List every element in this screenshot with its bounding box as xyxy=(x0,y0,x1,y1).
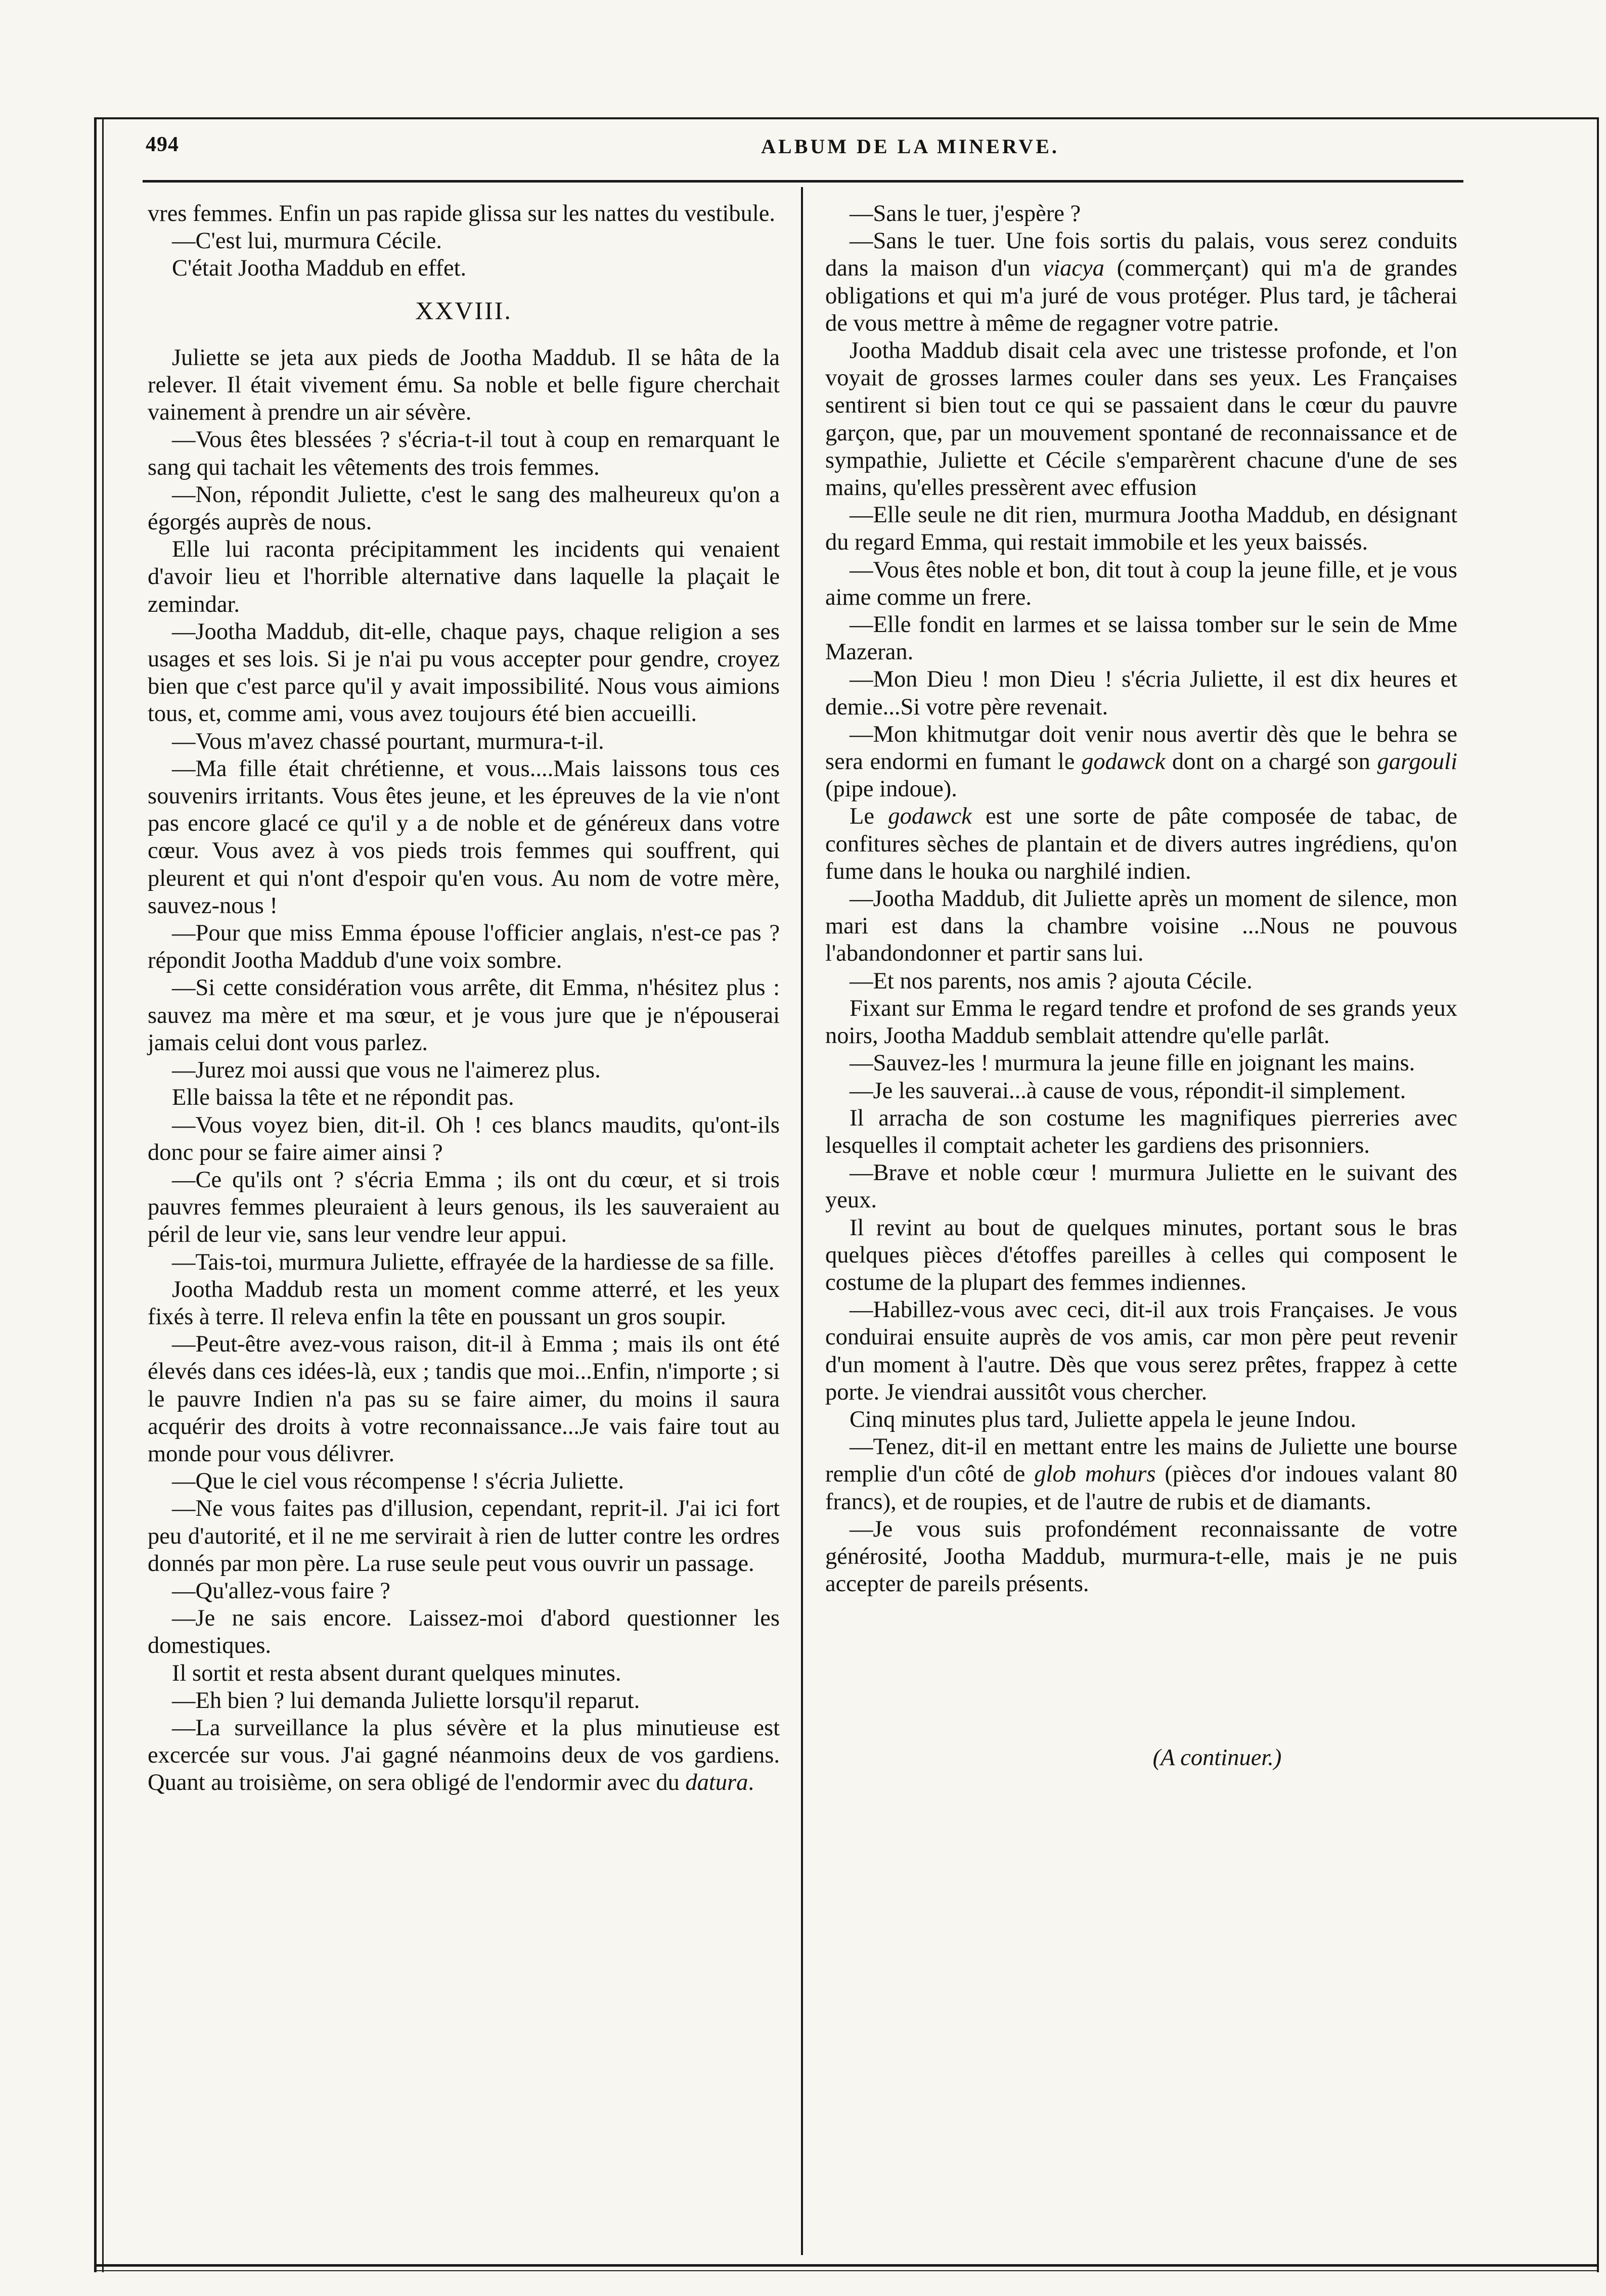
paragraph xyxy=(148,344,780,427)
column-divider xyxy=(801,187,803,2255)
paragraph xyxy=(825,1050,1457,1077)
paragraph xyxy=(825,995,1457,1050)
chapter-heading xyxy=(148,297,780,324)
text-run: —Je les sauverai...à cause de vous, répondit-il simplement. xyxy=(850,1077,1406,1104)
text-run: —Elle fondit en larmes et se laissa tomber sur le sein de Mme Mazeran. xyxy=(825,612,1457,665)
text-run: Il revint au bout de quelques minutes, portant sous le bras quelques pièces d'étoffes pareilles à celles qui composent le costume de la plupart des femmes indiennes. xyxy=(825,1214,1457,1295)
italic-text: datura xyxy=(685,1770,748,1796)
header-rule xyxy=(143,180,1463,183)
frame-right-rule xyxy=(1597,117,1599,2272)
text-run: —Jurez moi aussi que vous ne l'aimerez plus. xyxy=(172,1057,601,1084)
page-number: 494 xyxy=(146,133,179,156)
text-run: —Je ne sais encore. Laissez-moi d'abord questionner les domestiques. xyxy=(148,1605,780,1659)
text-run: —Habillez-vous avec ceci, dit-il aux trois Françaises. Je vous conduirai ensuite auprès de vos amis, car mon père peut revenir d'un moment à l'autre. Dès que vous serez prêtes, frappez à cette porte. Je viendrai aussitôt vous chercher. xyxy=(825,1297,1457,1405)
text-run: —Vous êtes blessées ? s'écria-t-il tout à coup en remarquant le sang qui tachait les vêtements des trois femmes. xyxy=(148,427,780,480)
paragraph xyxy=(825,200,1457,228)
running-title: ALBUM DE LA MINERVE. xyxy=(761,135,1059,158)
paragraph xyxy=(148,1249,780,1276)
text-run: —Jootha Maddub, dit Juliette après un moment de silence, mon mari est dans la chambre voisine ...Nous ne pouvous l'abandondonner et partir sans lui. xyxy=(825,886,1457,967)
paragraph xyxy=(148,200,780,228)
text-run: —Brave et noble cœur ! murmura Juliette en le suivant des yeux. xyxy=(825,1160,1457,1213)
text-run: —Peut-être avez-vous raison, dit-il à Emma ; mais ils ont été élevés dans ces idées-là, eux ; tandis que moi...Enfin, n'importe ; si le pauvre Indien n'a pas su se faire aimer, du moins il saura acquérir des droits à votre reconnaissance...Je vais faire tout au monde pour vous délivrer. xyxy=(148,1331,780,1467)
paragraph xyxy=(148,1687,780,1715)
paragraph xyxy=(825,337,1457,502)
paragraph xyxy=(148,1112,780,1166)
paragraph xyxy=(148,228,780,255)
paragraph xyxy=(825,1214,1457,1297)
text-run: C'était Jootha Maddub en effet. xyxy=(172,255,467,282)
italic-text: gargouli xyxy=(1377,749,1457,775)
text-run: —Pour que miss Emma épouse l'officier anglais, n'est-ce pas ? répondit Jootha Maddub d'une voix sombre. xyxy=(148,920,780,974)
paragraph xyxy=(148,481,780,536)
paragraph xyxy=(148,974,780,1057)
text-run: —Vous êtes noble et bon, dit tout à coup la jeune fille, et je vous aime comme un frere. xyxy=(825,557,1457,610)
paragraph xyxy=(148,255,780,282)
text-run: —Mon khitmutgar doit venir nous avertir dès que le behra se sera endormi en fumant le xyxy=(825,721,1457,775)
text-run: Elle lui raconta précipitamment les incidents qui venaient d'avoir lieu et l'horrible alternative dans laquelle la plaçait le zemindar. xyxy=(148,536,780,617)
paragraph xyxy=(825,885,1457,968)
paragraph xyxy=(825,803,1457,885)
italic-text: viacya xyxy=(1043,255,1104,282)
text-run: Elle baissa la tête et ne répondit pas. xyxy=(172,1085,514,1111)
text-run: —La surveillance la plus sévère et la plus minutieuse est excercée sur vous. J'ai gagné néanmoins deux de vos gardiens. Quant au troisième, on sera obligé de l'endormir avec du xyxy=(148,1715,780,1796)
italic-text: (A continuer.) xyxy=(1152,1745,1282,1771)
paragraph xyxy=(148,536,780,618)
paragraph xyxy=(148,1605,780,1659)
paragraph xyxy=(825,721,1457,803)
italic-text: godawck xyxy=(1082,749,1166,775)
paragraph xyxy=(148,1660,780,1687)
italic-text: godawck xyxy=(888,803,972,830)
italic-text: glob mohurs xyxy=(1034,1461,1156,1488)
text-run: Fixant sur Emma le regard tendre et profond de ses grands yeux noirs, Jootha Maddub semblait attendre qu'elle parlât. xyxy=(825,995,1457,1049)
text-run: vres femmes. Enfin un pas rapide glissa sur les nattes du vestibule. xyxy=(148,201,776,227)
paragraph xyxy=(825,502,1457,556)
paragraph xyxy=(148,1166,780,1249)
text-run: —Elle seule ne dit rien, murmura Jootha Maddub, en désignant du regard Emma, qui restait immobile et les yeux baissés. xyxy=(825,502,1457,556)
paragraph xyxy=(148,1084,780,1111)
paragraph xyxy=(825,611,1457,666)
text-run: dont on a chargé son xyxy=(1165,749,1377,775)
paragraph xyxy=(825,1406,1457,1433)
frame-left-inner-rule xyxy=(102,117,104,2272)
text-run: . xyxy=(748,1770,754,1796)
paragraph xyxy=(148,728,780,755)
text-run: Il sortit et resta absent durant quelques minutes. xyxy=(172,1660,621,1686)
paragraph xyxy=(148,1578,780,1605)
text-run: —Tais-toi, murmura Juliette, effrayée de la hardiesse de sa fille. xyxy=(172,1249,775,1275)
paragraph xyxy=(825,557,1457,611)
paragraph xyxy=(148,1276,780,1331)
frame-bottom-thin-rule xyxy=(94,2270,1599,2271)
text-run: —Ma fille était chrétienne, et vous....Mais laissons tous ces souvenirs irritants. Vous êtes jeune, et les épreuves de la vie n'ont pas encore glacé ce qu'il y a de noble et de généreux dans votre cœur. Vous avez à vos pieds trois femmes qui souffrent, qui pleurent et qui n'ont d'espoir qu'en vous. Au nom de votre mère, sauvez-nous ! xyxy=(148,755,780,919)
paragraph xyxy=(825,1296,1457,1406)
text-run: Le xyxy=(850,803,888,830)
text-run: —Et nos parents, nos amis ? ajouta Cécile. xyxy=(850,968,1253,994)
paragraph xyxy=(148,426,780,481)
text-run: —Ne vous faites pas d'illusion, cependant, reprit-il. J'ai ici fort peu d'autorité, et il ne me servirait à rien de lutter contre les ordres donnés par mon père. La ruse seule peut vous ouvrir un passage. xyxy=(148,1496,780,1577)
text-run: —Je vous suis profondément reconnaissante de votre générosité, Jootha Maddub, murmura-t-elle, mais je ne puis accepter de pareils présents. xyxy=(825,1516,1457,1597)
text-run: (pièces d'or indoues valant 80 francs), et de roupies, et de l'autre de rubis et de diamants. xyxy=(825,1461,1458,1515)
paragraph xyxy=(148,1331,780,1468)
text-run: est une sorte de pâte composée de tabac, de confitures sèches de plantain et de divers autres ingrédiens, qu'on fume dans le houka ou narghilé indien. xyxy=(825,803,1457,884)
paragraph xyxy=(148,1057,780,1084)
text-run: —Jootha Maddub, dit-elle, chaque pays, chaque religion a ses usages et ses lois. Si je n'ai pu vous accepter pour gendre, croyez bien que c'est parce qu'il y avait impossibilité. Nous vous aimions tous, et, comme ami, vous avez toujours été bien accueilli. xyxy=(148,618,780,727)
frame-bottom-rule xyxy=(94,2264,1599,2267)
paragraph xyxy=(148,1495,780,1578)
left-column xyxy=(148,200,780,1797)
text-run: —Vous m'avez chassé pourtant, murmura-t-il. xyxy=(172,728,604,754)
text-run: —Que le ciel vous récompense ! s'écria Juliette. xyxy=(172,1468,624,1495)
paragraph xyxy=(825,1077,1457,1105)
text-run: —C'est lui, murmura Cécile. xyxy=(172,228,442,254)
text-run: —Si cette considération vous arrête, dit Emma, n'hésitez plus : sauvez ma mère et ma sœur, et je vous jure que je n'épouserai jamais celui dont vous parlez. xyxy=(148,975,780,1056)
text-run: (pipe indoue). xyxy=(825,776,957,802)
paragraph xyxy=(148,1468,780,1495)
text-run: —Tenez, dit-il en mettant entre les mains de Juliette une bourse remplie d'un côté de xyxy=(825,1434,1457,1488)
right-column xyxy=(825,200,1457,1772)
paragraph xyxy=(825,1159,1457,1214)
text-run: Jootha Maddub disait cela avec une tristesse profonde, et l'on voyait de grosses larmes couler dans ses yeux. Les Françaises sentirent si bien tout ce qui se passaient dans le cœur du pauvre garçon, que, par un mouvement spontané de reconnaissance et de sympathie, Juliette et Cécile s'emparèrent chacune d'une de ses mains, qu'elles pressèrent avec effusion xyxy=(825,338,1457,501)
paragraph xyxy=(825,666,1457,721)
paragraph xyxy=(825,968,1457,995)
paragraph xyxy=(825,1516,1457,1598)
text-run: —Sans le tuer. Une fois sortis du palais, vous serez conduits dans la maison d'un xyxy=(825,228,1457,282)
text-run: —Ce qu'ils ont ? s'écria Emma ; ils ont du cœur, et si trois pauvres femmes pleuraient à leurs genous, ils les sauveraient au péril de leur vie, sans leur vendre leur appui. xyxy=(148,1166,780,1248)
text-run: —Sauvez-les ! murmura la jeune fille en joignant les mains. xyxy=(850,1050,1415,1076)
text-run: —Vous voyez bien, dit-il. Oh ! ces blancs maudits, qu'ont-ils donc pour se faire aimer ainsi ? xyxy=(148,1112,780,1165)
text-run: —Mon Dieu ! mon Dieu ! s'écria Juliette, il est dix heures et demie...Si votre père revenait. xyxy=(825,666,1457,720)
paragraph xyxy=(825,228,1457,337)
text-run: —Qu'allez-vous faire ? xyxy=(172,1578,390,1604)
text-run: —Non, répondit Juliette, c'est le sang des malheureux qu'on a égorgés auprès de nous. xyxy=(148,481,780,535)
text-run: —Eh bien ? lui demanda Juliette lorsqu'il reparut. xyxy=(172,1687,640,1714)
paragraph xyxy=(825,1433,1457,1516)
paragraph xyxy=(148,1715,780,1797)
text-run: Juliette se jeta aux pieds de Jootha Maddub. Il se hâta de la relever. Il était vivement ému. Sa noble et belle figure cherchait vainement à prendre un air sévère. xyxy=(148,344,780,426)
text-run: Jootha Maddub resta un moment comme atterré, et les yeux fixés à terre. Il releva enfin la tête en poussant un gros soupir. xyxy=(148,1276,780,1330)
frame-top-rule xyxy=(94,117,1599,119)
paragraph xyxy=(148,755,780,920)
paragraph xyxy=(148,618,780,728)
text-run: Il arracha de son costume les magnifiques pierreries avec lesquelles il comptait acheter les gardiens des prisonniers. xyxy=(825,1105,1457,1158)
paragraph xyxy=(825,1105,1457,1159)
text-run: —Sans le tuer, j'espère ? xyxy=(850,201,1081,227)
text-run: Cinq minutes plus tard, Juliette appela le jeune Indou. xyxy=(850,1406,1357,1432)
text-run: XXVIII. xyxy=(415,296,512,325)
continuation-note xyxy=(825,1744,1457,1772)
paragraph xyxy=(148,920,780,974)
frame-left-outer-rule xyxy=(94,117,97,2272)
text-run: (commerçant) qui m'a de grandes obligations et qui m'a juré de vous protéger. Plus tard, je tâcherai de vous mettre à même de regagner votre patrie. xyxy=(825,255,1457,336)
